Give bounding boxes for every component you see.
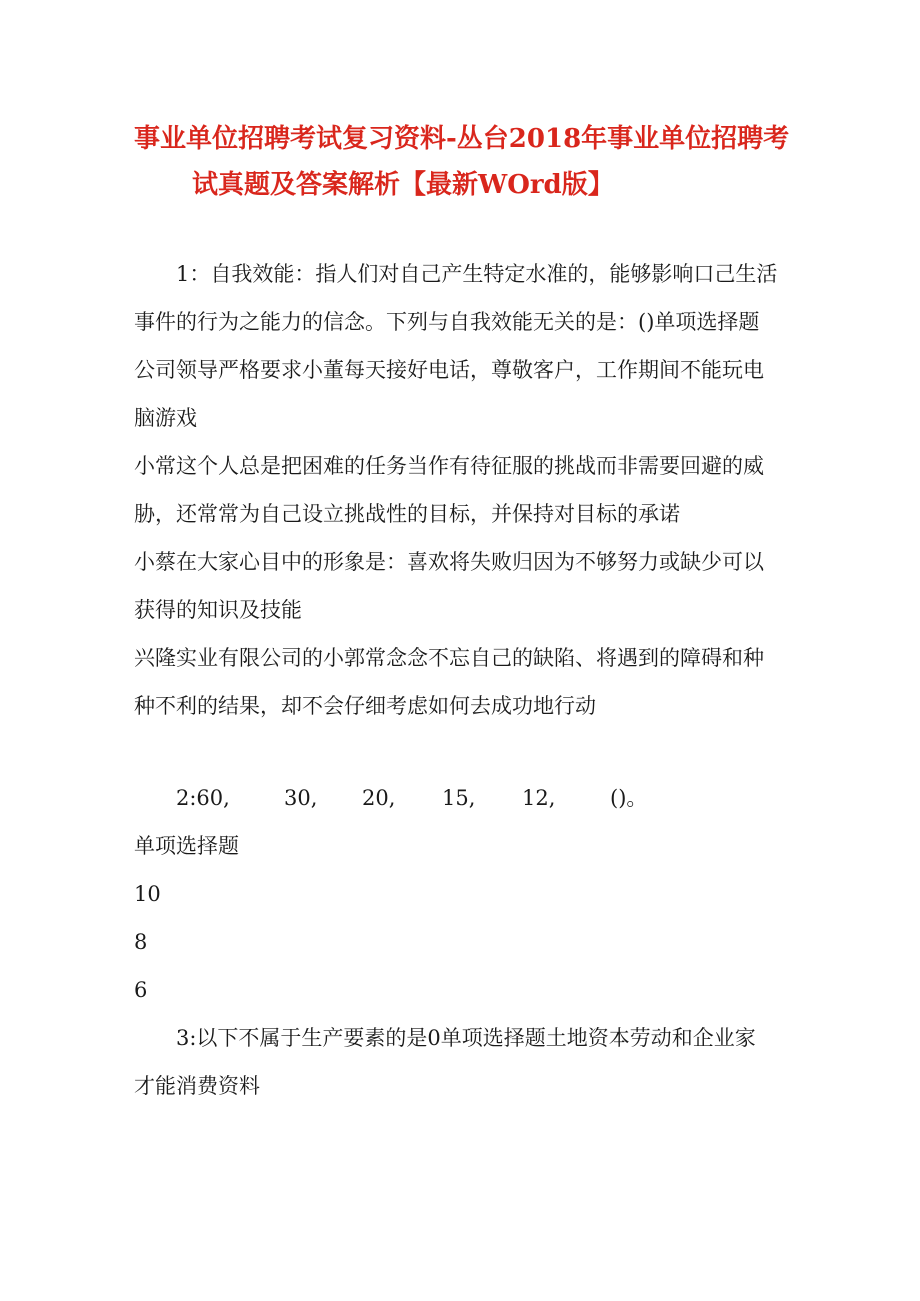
document-body — [134, 250, 794, 1110]
q3-line-1: 3:以下不属于生产要素的是0单项选择题土地资本劳动和企业家 — [176, 1026, 756, 1050]
q2-option-a: 10 — [134, 882, 161, 906]
q1-option-c-line-2: 获得的知识及技能 — [134, 598, 302, 622]
document-title — [134, 116, 834, 208]
q1-option-b-line-1: 小常这个人总是把困难的任务当作有待征服的挑战而非需要回避的威 — [134, 454, 764, 478]
question-2 — [134, 774, 794, 1014]
q1-option-d-line-1: 兴隆实业有限公司的小郭常念念不忘自己的缺陷、将遇到的障碍和种 — [134, 646, 764, 670]
q2-sequence — [134, 774, 794, 822]
q2-term-2: 30, — [284, 786, 318, 810]
q1-stem-line-1: 1：自我效能：指人们对自己产生特定水准的，能够影响口己生活 — [176, 262, 778, 286]
q2-option-c: 6 — [134, 978, 148, 1002]
q3-line-2: 才能消费资料 — [134, 1074, 260, 1098]
q2-term-5: 12, — [522, 786, 556, 810]
q1-option-c-line-1: 小蔡在大家心目中的形象是：喜欢将失败归因为不够努力或缺少可以 — [134, 550, 764, 574]
q2-term-4: 15, — [442, 786, 476, 810]
q2-term-3: 20, — [362, 786, 396, 810]
title-line-2: 试真题及答案解析【最新WOrd版】 — [192, 170, 614, 200]
q1-stem-line-2: 事件的行为之能力的信念。下列与自我效能无关的是：()单项选择题 — [134, 310, 760, 334]
q2-term-blank: ()。 — [610, 786, 648, 810]
q1-option-a-line-1: 公司领导严格要求小董每天接好电话，尊敬客户，工作期间不能玩电 — [134, 358, 764, 382]
q2-option-b: 8 — [134, 930, 148, 954]
q1-option-a-line-2: 脑游戏 — [134, 406, 197, 430]
q2-term-1: 2:60, — [176, 786, 230, 810]
q2-type-label: 单项选择题 — [134, 834, 239, 858]
question-1 — [134, 250, 794, 730]
question-3 — [134, 1014, 794, 1110]
q1-option-d-line-2: 种不利的结果，却不会仔细考虑如何去成功地行动 — [134, 694, 596, 718]
title-line-1: 事业单位招聘考试复习资料-丛台2018年事业单位招聘考 — [134, 124, 790, 154]
q1-option-b-line-2: 胁，还常常为自己设立挑战性的目标，并保持对目标的承诺 — [134, 502, 680, 526]
